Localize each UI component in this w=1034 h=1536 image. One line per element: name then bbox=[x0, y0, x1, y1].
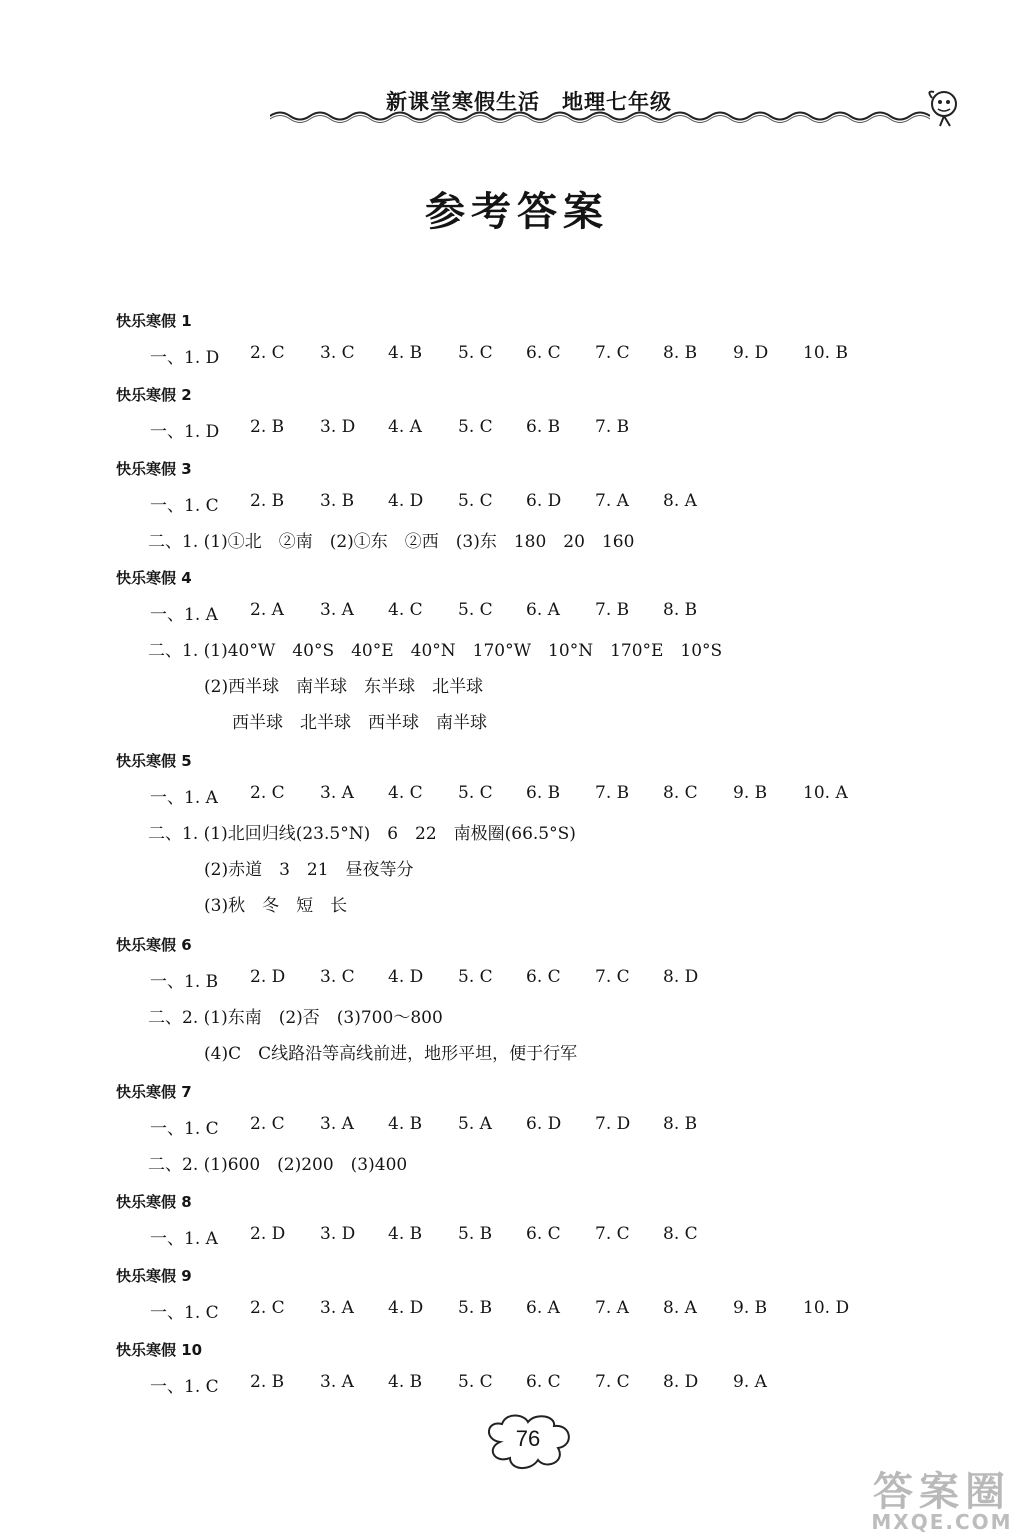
answer-item: 一、1. B bbox=[150, 972, 219, 992]
answer-item: 4. C bbox=[388, 600, 423, 620]
answer-item: 3. A bbox=[320, 1114, 354, 1134]
answer-item: 2. A bbox=[250, 600, 284, 620]
answer-item: 6. D bbox=[526, 491, 562, 511]
answer-item: 4. D bbox=[388, 967, 424, 987]
answer-item: 4. A bbox=[388, 417, 422, 437]
answer-item: 一、1. A bbox=[150, 1229, 218, 1249]
answer-item: 4. D bbox=[388, 491, 424, 511]
answer-line: 二、1. (1)北回归线(23.5°N) 6 22 南极圈(66.5°S) bbox=[148, 824, 576, 844]
page-title: 参考答案 bbox=[425, 189, 609, 235]
answer-item: 5. C bbox=[458, 417, 493, 437]
answer-line: 西半球 北半球 西半球 南半球 bbox=[232, 713, 487, 733]
section-label: 快乐寒假 1 bbox=[116, 312, 192, 330]
page-number: 76 bbox=[515, 1426, 541, 1451]
answer-line: (2)西半球 南半球 东半球 北半球 bbox=[204, 677, 484, 697]
answer-item: 2. B bbox=[250, 1372, 285, 1392]
answer-item: 2. D bbox=[250, 967, 286, 987]
answer-item: 5. B bbox=[458, 1298, 493, 1318]
answer-item: 6. C bbox=[526, 1224, 561, 1244]
answer-item: 8. D bbox=[663, 967, 699, 987]
answer-item: 2. B bbox=[250, 417, 285, 437]
header-wave-divider bbox=[270, 108, 930, 124]
answer-item: 5. C bbox=[458, 600, 493, 620]
answer-item: 3. D bbox=[320, 1224, 356, 1244]
answer-item: 7. B bbox=[595, 417, 630, 437]
answer-item: 8. C bbox=[663, 1224, 698, 1244]
answer-item: 7. D bbox=[595, 1114, 631, 1134]
answer-item: 6. C bbox=[526, 1372, 561, 1392]
answer-item: 7. B bbox=[595, 600, 630, 620]
answer-line: 二、2. (1)600 (2)200 (3)400 bbox=[148, 1155, 408, 1175]
answer-item: 7. B bbox=[595, 783, 630, 803]
answer-item: 5. A bbox=[458, 1114, 492, 1134]
answer-item: 5. C bbox=[458, 783, 493, 803]
mascot-icon bbox=[920, 86, 970, 130]
answer-item: 6. B bbox=[526, 783, 561, 803]
answer-item: 8. B bbox=[663, 1114, 698, 1134]
answer-line: (2)赤道 3 21 昼夜等分 bbox=[204, 860, 414, 880]
answer-item: 3. A bbox=[320, 1372, 354, 1392]
answer-item: 7. A bbox=[595, 491, 629, 511]
answer-item: 4. B bbox=[388, 343, 423, 363]
answer-line: 二、1. (1)①北 ②南 (2)①东 ②西 (3)东 180 20 160 bbox=[148, 532, 635, 552]
answer-item: 2. C bbox=[250, 1114, 285, 1134]
answer-item: 4. B bbox=[388, 1114, 423, 1134]
answer-item: 8. D bbox=[663, 1372, 699, 1392]
answer-item: 9. B bbox=[733, 1298, 768, 1318]
answer-item: 3. C bbox=[320, 967, 355, 987]
section-label: 快乐寒假 6 bbox=[116, 936, 192, 954]
answer-item: 6. A bbox=[526, 1298, 560, 1318]
answer-item: 5. C bbox=[458, 343, 493, 363]
answer-line: 二、1. (1)40°W 40°S 40°E 40°N 170°W 10°N 170°E 10°S bbox=[148, 641, 723, 661]
watermark-url: MXQE.COM bbox=[871, 1510, 1013, 1534]
watermark-logo bbox=[850, 1470, 1034, 1536]
answer-item: 10. B bbox=[803, 343, 848, 363]
answer-item: 3. A bbox=[320, 600, 354, 620]
answer-line: (3)秋 冬 短 长 bbox=[204, 896, 348, 916]
answer-item: 2. D bbox=[250, 1224, 286, 1244]
answer-item: 一、1. A bbox=[150, 788, 218, 808]
answer-item: 7. C bbox=[595, 967, 630, 987]
answer-item: 一、1. C bbox=[150, 1303, 219, 1323]
answer-item: 8. A bbox=[663, 491, 697, 511]
section-label: 快乐寒假 7 bbox=[116, 1083, 192, 1101]
answer-item: 6. B bbox=[526, 417, 561, 437]
answer-item: 5. C bbox=[458, 1372, 493, 1392]
answer-item: 一、1. C bbox=[150, 1377, 219, 1397]
section-label: 快乐寒假 3 bbox=[116, 460, 192, 478]
answer-item: 3. B bbox=[320, 491, 355, 511]
answer-item: 6. C bbox=[526, 967, 561, 987]
answer-item: 7. A bbox=[595, 1298, 629, 1318]
answer-item: 一、1. A bbox=[150, 605, 218, 625]
answer-item: 6. A bbox=[526, 600, 560, 620]
answer-item: 6. C bbox=[526, 343, 561, 363]
answer-item: 9. B bbox=[733, 783, 768, 803]
section-label: 快乐寒假 2 bbox=[116, 386, 192, 404]
answer-item: 3. C bbox=[320, 343, 355, 363]
answer-item: 8. B bbox=[663, 343, 698, 363]
answer-item: 一、1. D bbox=[150, 348, 220, 368]
answer-item: 4. C bbox=[388, 783, 423, 803]
answer-item: 2. B bbox=[250, 491, 285, 511]
section-label: 快乐寒假 9 bbox=[116, 1267, 192, 1285]
answer-item: 3. D bbox=[320, 417, 356, 437]
answer-item: 5. C bbox=[458, 967, 493, 987]
answer-item: 6. D bbox=[526, 1114, 562, 1134]
answer-item: 7. C bbox=[595, 1372, 630, 1392]
header-title: 新课堂寒假生活 地理七年级 bbox=[386, 90, 672, 114]
answer-item: 5. C bbox=[458, 491, 493, 511]
answer-item: 8. C bbox=[663, 783, 698, 803]
answer-item: 2. C bbox=[250, 343, 285, 363]
answer-item: 3. A bbox=[320, 1298, 354, 1318]
answer-item: 10. A bbox=[803, 783, 848, 803]
answer-item: 一、1. C bbox=[150, 496, 219, 516]
answer-item: 8. A bbox=[663, 1298, 697, 1318]
answer-item: 9. A bbox=[733, 1372, 767, 1392]
answer-item: 3. A bbox=[320, 783, 354, 803]
answer-item: 9. D bbox=[733, 343, 769, 363]
answer-item: 8. B bbox=[663, 600, 698, 620]
section-label: 快乐寒假 5 bbox=[116, 752, 192, 770]
answer-item: 4. D bbox=[388, 1298, 424, 1318]
answer-item: 7. C bbox=[595, 1224, 630, 1244]
section-label: 快乐寒假 4 bbox=[116, 569, 192, 587]
answer-item: 4. B bbox=[388, 1372, 423, 1392]
answer-line: (4)C C线路沿等高线前进，地形平坦，便于行军 bbox=[204, 1044, 578, 1064]
answer-item: 2. C bbox=[250, 1298, 285, 1318]
answer-item: 一、1. D bbox=[150, 422, 220, 442]
answer-item: 4. B bbox=[388, 1224, 423, 1244]
answer-line: 二、2. (1)东南 (2)否 (3)700～800 bbox=[148, 1008, 443, 1028]
section-label: 快乐寒假 8 bbox=[116, 1193, 192, 1211]
answer-item: 5. B bbox=[458, 1224, 493, 1244]
section-label: 快乐寒假 10 bbox=[116, 1341, 203, 1359]
answer-item: 7. C bbox=[595, 343, 630, 363]
answer-item: 10. D bbox=[803, 1298, 850, 1318]
watermark-main-text: 答案圈 bbox=[873, 1469, 1011, 1515]
answer-item: 一、1. C bbox=[150, 1119, 219, 1139]
answer-item: 2. C bbox=[250, 783, 285, 803]
